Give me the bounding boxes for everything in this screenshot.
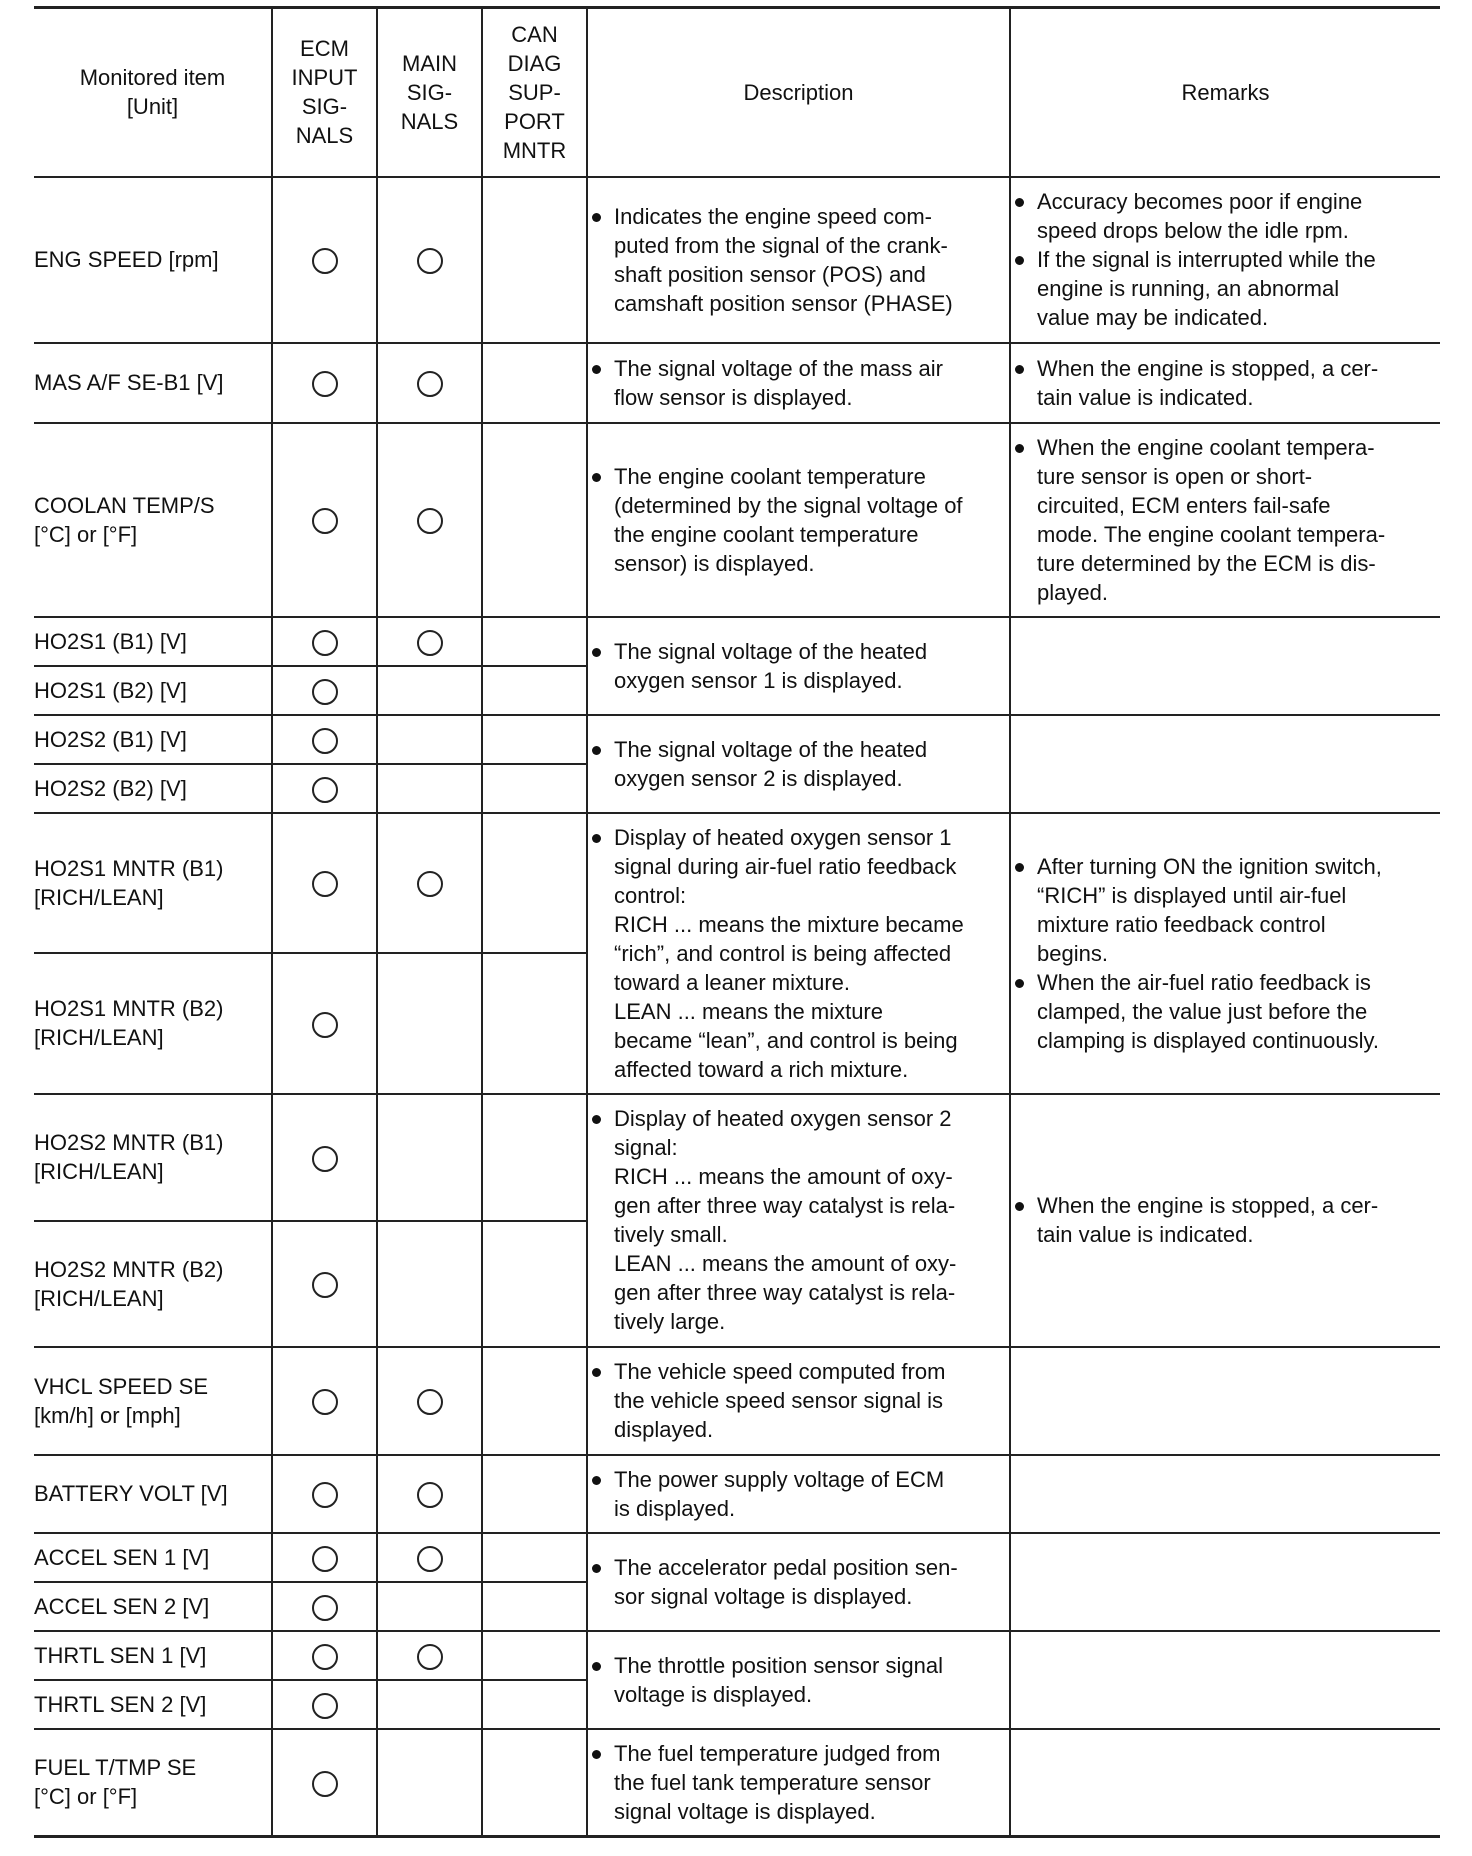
ecm-input-mark [272, 1729, 377, 1837]
circle-mark-icon [312, 728, 338, 754]
table-row [34, 1347, 1440, 1455]
circle-mark-icon [312, 1771, 338, 1797]
text-line: THRTL SEN 2 [V] [34, 1691, 207, 1717]
text-line: (determined by the signal voltage of [614, 492, 963, 518]
can-diag-mark [482, 1221, 587, 1347]
circle-mark-icon [417, 1389, 443, 1415]
remark-text [1011, 433, 1440, 607]
table-row [34, 1631, 1440, 1680]
main-signal-mark [377, 1094, 482, 1221]
description-cell [587, 617, 1010, 715]
text-line: signal: [614, 1135, 678, 1160]
can-diag-mark [482, 1631, 587, 1680]
table-row [34, 1455, 1440, 1533]
can-diag-mark [482, 953, 587, 1094]
remark-text [1011, 1191, 1440, 1249]
monitor-item-table [34, 6, 1440, 1838]
description-text [588, 1651, 1009, 1709]
text-line: became “lean”, and control is being [614, 1027, 958, 1053]
text-line: ture sensor is open or short- [1037, 463, 1313, 489]
text-line: The accelerator pedal position sen- [614, 1554, 958, 1580]
description-text [588, 1739, 1009, 1826]
circle-mark-icon [312, 1012, 338, 1038]
text-line: mixture ratio feedback control [1037, 911, 1326, 937]
can-diag-mark [482, 1455, 587, 1533]
text-line: value may be indicated. [1037, 305, 1269, 330]
text-line: FUEL T/TMP SE [34, 1755, 197, 1781]
ecm-input-mark [272, 1582, 377, 1631]
text-line: the fuel tank temperature sensor [614, 1769, 931, 1795]
description-text [588, 637, 1009, 695]
circle-mark-icon [312, 1389, 338, 1415]
text-line: engine is running, an abnormal [1037, 276, 1340, 301]
remark-text [1011, 187, 1440, 245]
text-line: displayed. [614, 1417, 714, 1442]
circle-mark-icon [417, 630, 443, 656]
text-line: When the engine is stopped, a cer- [1037, 355, 1379, 381]
text-line: shaft position sensor (POS) and [614, 261, 926, 287]
header-remarks: Remarks [1010, 8, 1440, 177]
circle-mark-icon [312, 508, 338, 534]
main-signal-mark [377, 177, 482, 343]
text-line: RICH ... means the amount of oxy- [614, 1164, 953, 1189]
table-row [34, 343, 1440, 423]
remark-text [1011, 245, 1440, 332]
description-cell [587, 715, 1010, 813]
monitored-item-label [34, 1582, 272, 1631]
text-line: mode. The engine coolant tempera- [1037, 521, 1386, 547]
text-line: sensor) is displayed. [614, 550, 815, 576]
text-line: HO2S1 (B2) [V] [34, 677, 187, 703]
monitored-item-label [34, 1455, 272, 1533]
monitored-item-label [34, 617, 272, 666]
text-line: SUP- [508, 79, 561, 105]
header-monitored-item [34, 8, 272, 177]
text-line: Indicates the engine speed com- [614, 203, 932, 229]
text-line: The engine coolant temperature [614, 463, 926, 489]
main-signal-mark [377, 1221, 482, 1347]
description-text [588, 823, 1009, 1084]
can-diag-mark [482, 1347, 587, 1455]
circle-mark-icon [417, 1482, 443, 1508]
text-line: played. [1037, 579, 1108, 605]
description-text [588, 202, 1009, 318]
text-line: [km/h] or [mph] [34, 1402, 181, 1428]
text-line: signal voltage is displayed. [614, 1798, 876, 1824]
remarks-cell [1010, 423, 1440, 617]
description-cell [587, 1094, 1010, 1347]
table-row [34, 617, 1440, 666]
text-line: NALS [295, 123, 354, 149]
can-diag-mark [482, 715, 587, 764]
table-row [34, 1094, 1440, 1221]
remarks-cell [1010, 1533, 1440, 1631]
ecm-input-mark [272, 764, 377, 813]
text-line: [RICH/LEAN] [34, 1159, 164, 1184]
remarks-cell [1010, 1729, 1440, 1837]
text-line: [RICH/LEAN] [34, 1025, 164, 1050]
monitored-item-label [34, 1347, 272, 1455]
circle-mark-icon [312, 371, 338, 397]
main-signal-mark [377, 1455, 482, 1533]
header-ecm-input-signals [272, 8, 377, 177]
text-line: The throttle position sensor signal [614, 1652, 943, 1678]
remarks-cell [1010, 1455, 1440, 1533]
can-diag-mark [482, 1729, 587, 1837]
remarks-cell [1010, 1094, 1440, 1347]
ecm-input-mark [272, 1680, 377, 1729]
ecm-input-mark [272, 666, 377, 715]
table-row [34, 813, 1440, 953]
ecm-input-mark [272, 1347, 377, 1455]
monitored-item-label [34, 813, 272, 953]
description-text [588, 1465, 1009, 1523]
circle-mark-icon [312, 1482, 338, 1508]
remarks-cell [1010, 1631, 1440, 1729]
description-cell [587, 813, 1010, 1094]
remark-text [1011, 852, 1440, 968]
main-signal-mark [377, 423, 482, 617]
text-line: When the air-fuel ratio feedback is [1037, 969, 1371, 995]
monitored-item-label [34, 715, 272, 764]
text-line: [°C] or [°F] [34, 521, 138, 547]
main-signal-mark [377, 1729, 482, 1837]
text-line: [RICH/LEAN] [34, 1285, 164, 1311]
text-line: HO2S1 (B1) [V] [34, 628, 187, 654]
circle-mark-icon [312, 1546, 338, 1572]
text-line: HO2S2 (B2) [V] [34, 775, 187, 801]
text-line: The signal voltage of the heated [614, 638, 928, 664]
text-line: flow sensor is displayed. [614, 384, 853, 410]
text-line: oxygen sensor 1 is displayed. [614, 667, 903, 693]
ecm-input-mark [272, 1094, 377, 1221]
can-diag-mark [482, 423, 587, 617]
text-line: HO2S2 MNTR (B2) [34, 1256, 224, 1282]
ecm-input-mark [272, 1455, 377, 1533]
circle-mark-icon [312, 1693, 338, 1719]
monitored-item-label [34, 953, 272, 1094]
monitored-item-label [34, 764, 272, 813]
remarks-cell [1010, 1347, 1440, 1455]
text-line: BATTERY VOLT [V] [34, 1481, 228, 1506]
text-line: “rich”, and control is being affected [614, 940, 952, 966]
text-line: sor signal voltage is displayed. [614, 1583, 913, 1609]
circle-mark-icon [312, 871, 338, 897]
remark-text [1011, 354, 1440, 412]
circle-mark-icon [312, 1595, 338, 1621]
text-line: HO2S2 (B1) [V] [34, 726, 187, 752]
table-header-row [34, 8, 1440, 177]
text-line: SIG- [301, 94, 348, 120]
text-line: HO2S2 MNTR (B1) [34, 1130, 224, 1155]
ecm-input-mark [272, 177, 377, 343]
ecm-input-mark [272, 617, 377, 666]
description-cell [587, 423, 1010, 617]
text-line: SIG- [406, 79, 453, 105]
text-line: MAS A/F SE-B1 [V] [34, 370, 224, 395]
text-line: circuited, ECM enters fail-safe [1037, 492, 1331, 518]
main-signal-mark [377, 617, 482, 666]
circle-mark-icon [417, 508, 443, 534]
text-line: The signal voltage of the heated [614, 736, 928, 762]
can-diag-mark [482, 1582, 587, 1631]
can-diag-mark [482, 1680, 587, 1729]
text-line: LEAN ... means the mixture [614, 998, 883, 1024]
text-line: If the signal is interrupted while the [1037, 247, 1376, 272]
main-signal-mark [377, 715, 482, 764]
text-line: Display of heated oxygen sensor 1 [614, 824, 952, 850]
text-line: CAN [511, 21, 558, 47]
table-row [34, 423, 1440, 617]
circle-mark-icon [417, 248, 443, 274]
table-row [34, 1533, 1440, 1582]
main-signal-mark [377, 343, 482, 423]
text-line: the vehicle speed sensor signal is [614, 1388, 943, 1413]
main-signal-mark [377, 1582, 482, 1631]
text-line: clamping is displayed continuously. [1037, 1027, 1379, 1053]
circle-mark-icon [312, 1146, 338, 1172]
ecm-input-mark [272, 715, 377, 764]
can-diag-mark [482, 666, 587, 715]
circle-mark-icon [417, 871, 443, 897]
text-line: NALS [400, 108, 459, 134]
text-line: Monitored item [79, 65, 226, 91]
can-diag-mark [482, 343, 587, 423]
text-line: [°C] or [°F] [34, 1784, 138, 1810]
text-line: tain value is indicated. [1037, 384, 1254, 410]
circle-mark-icon [312, 248, 338, 274]
text-line: camshaft position sensor (PHASE) [614, 290, 953, 316]
text-line: PORT [504, 108, 565, 134]
text-line: The fuel temperature judged from [614, 1740, 941, 1766]
text-line: ENG SPEED [rpm] [34, 247, 219, 272]
text-line: [RICH/LEAN] [34, 884, 164, 910]
remarks-cell [1010, 177, 1440, 343]
text-line: ECM [300, 36, 349, 62]
table-row [34, 177, 1440, 343]
circle-mark-icon [312, 1644, 338, 1670]
text-line: HO2S1 MNTR (B1) [34, 855, 224, 881]
monitored-item-label [34, 1221, 272, 1347]
remark-text [1011, 968, 1440, 1055]
description-text [588, 735, 1009, 793]
table-row [34, 1729, 1440, 1837]
header-main-signals [377, 8, 482, 177]
text-line: begins. [1037, 940, 1108, 966]
text-line: tively small. [614, 1222, 728, 1247]
description-cell [587, 1729, 1010, 1837]
text-line: RICH ... means the mixture became [614, 911, 964, 937]
description-cell [587, 177, 1010, 343]
ecm-input-mark [272, 1631, 377, 1680]
text-line: signal during air-fuel ratio feedback [614, 853, 957, 879]
text-line: affected toward a rich mixture. [614, 1056, 909, 1082]
remarks-cell [1010, 343, 1440, 423]
monitored-item-label [34, 1631, 272, 1680]
text-line: MNTR [502, 137, 567, 163]
circle-mark-icon [417, 371, 443, 397]
text-line: Accuracy becomes poor if engine [1037, 189, 1363, 214]
text-line: VHCL SPEED SE [34, 1373, 209, 1399]
description-text [588, 354, 1009, 412]
remarks-cell [1010, 715, 1440, 813]
remarks-cell [1010, 813, 1440, 1094]
main-signal-mark [377, 764, 482, 813]
text-line: puted from the signal of the crank- [614, 232, 948, 258]
text-line: “RICH” is displayed until air-fuel [1037, 882, 1347, 908]
remarks-cell [1010, 617, 1440, 715]
main-signal-mark [377, 666, 482, 715]
description-text [588, 1357, 1009, 1444]
monitored-item-label [34, 343, 272, 423]
table-row [34, 715, 1440, 764]
text-line: ture determined by the ECM is dis- [1037, 550, 1376, 576]
text-line: When the engine is stopped, a cer- [1037, 1193, 1379, 1218]
monitored-item-label [34, 666, 272, 715]
text-line: gen after three way catalyst is rela- [614, 1280, 956, 1305]
text-line: LEAN ... means the amount of oxy- [614, 1251, 957, 1276]
text-line: control: [614, 882, 687, 908]
ecm-input-mark [272, 1533, 377, 1582]
main-signal-mark [377, 813, 482, 953]
circle-mark-icon [417, 1546, 443, 1572]
text-line: COOLAN TEMP/S [34, 492, 215, 518]
text-line: INPUT [291, 65, 358, 91]
text-line: MAIN [402, 50, 457, 76]
circle-mark-icon [312, 630, 338, 656]
text-line: tain value is indicated. [1037, 1222, 1254, 1247]
text-line: oxygen sensor 2 is displayed. [614, 765, 903, 791]
text-line: tively large. [614, 1309, 726, 1334]
can-diag-mark [482, 1094, 587, 1221]
text-line: toward a leaner mixture. [614, 969, 850, 995]
can-diag-mark [482, 1533, 587, 1582]
text-line: THRTL SEN 1 [V] [34, 1642, 207, 1668]
header-can-diag-support-mntr [482, 8, 587, 177]
text-line: ACCEL SEN 1 [V] [34, 1544, 210, 1570]
circle-mark-icon [312, 1272, 338, 1298]
can-diag-mark [482, 617, 587, 666]
text-line: HO2S1 MNTR (B2) [34, 996, 224, 1021]
description-text [588, 1104, 1009, 1336]
ecm-input-mark [272, 343, 377, 423]
circle-mark-icon [417, 1644, 443, 1670]
can-diag-mark [482, 177, 587, 343]
header-description: Description [587, 8, 1010, 177]
monitored-item-label [34, 1533, 272, 1582]
text-line: [Unit] [126, 94, 179, 120]
description-cell [587, 343, 1010, 423]
monitored-item-label [34, 1094, 272, 1221]
monitored-item-label [34, 423, 272, 617]
ecm-input-mark [272, 1221, 377, 1347]
text-line: DIAG [507, 50, 562, 76]
monitored-item-label [34, 1729, 272, 1837]
monitored-item-label [34, 1680, 272, 1729]
description-cell [587, 1347, 1010, 1455]
description-text [588, 1553, 1009, 1611]
text-line: the engine coolant temperature [614, 521, 919, 547]
text-line: speed drops below the idle rpm. [1037, 218, 1349, 243]
text-line: After turning ON the ignition switch, [1037, 853, 1382, 879]
main-signal-mark [377, 1680, 482, 1729]
text-line: When the engine coolant tempera- [1037, 434, 1375, 460]
text-line: The signal voltage of the mass air [614, 355, 943, 381]
can-diag-mark [482, 764, 587, 813]
description-cell [587, 1533, 1010, 1631]
text-line: is displayed. [614, 1495, 736, 1521]
text-line: voltage is displayed. [614, 1681, 813, 1707]
text-line: clamped, the value just before the [1037, 998, 1368, 1024]
main-signal-mark [377, 953, 482, 1094]
main-signal-mark [377, 1533, 482, 1582]
text-line: gen after three way catalyst is rela- [614, 1193, 956, 1218]
description-cell [587, 1455, 1010, 1533]
text-line: The power supply voltage of ECM [614, 1466, 945, 1492]
main-signal-mark [377, 1631, 482, 1680]
circle-mark-icon [312, 777, 338, 803]
text-line: ACCEL SEN 2 [V] [34, 1593, 210, 1619]
circle-mark-icon [312, 679, 338, 705]
description-cell [587, 1631, 1010, 1729]
text-line: The vehicle speed computed from [614, 1359, 946, 1384]
description-text [588, 462, 1009, 578]
ecm-input-mark [272, 423, 377, 617]
text-line: Display of heated oxygen sensor 2 [614, 1106, 952, 1131]
main-signal-mark [377, 1347, 482, 1455]
monitored-item-label [34, 177, 272, 343]
ecm-input-mark [272, 953, 377, 1094]
ecm-input-mark [272, 813, 377, 953]
can-diag-mark [482, 813, 587, 953]
